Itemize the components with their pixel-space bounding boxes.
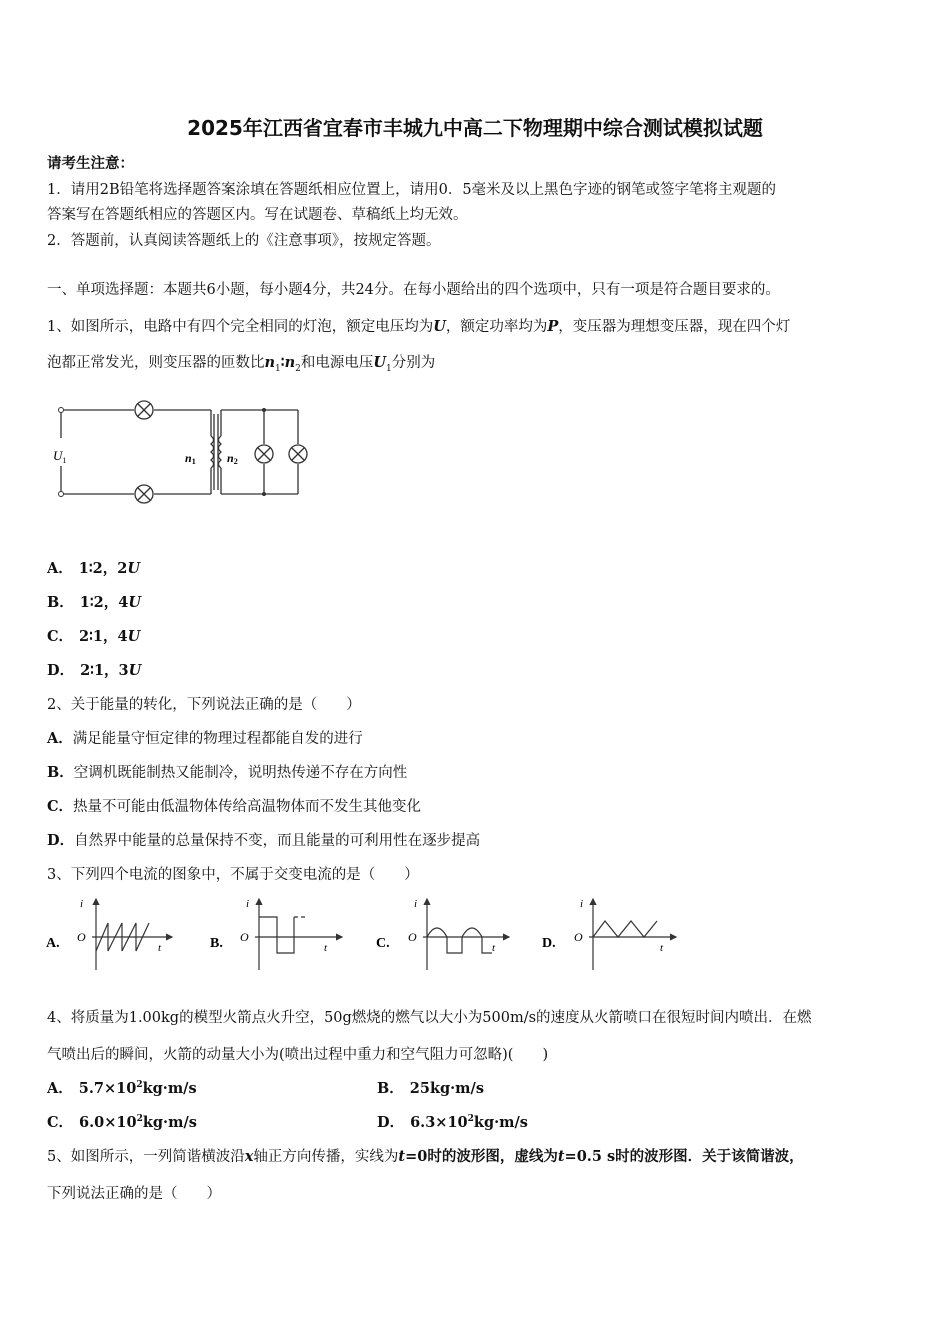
lamp-icon [255, 445, 273, 463]
svg-text:O: O [240, 930, 249, 944]
lamp-icon [135, 485, 153, 503]
q1-option-b: B． 1∶2，4U [47, 594, 141, 611]
q2-option-b: B．空调机既能制热又能制冷，说明热传递不存在方向性 [47, 764, 408, 781]
notice-line-1: 1．请用2B铅笔将选择题答案涂填在答题纸相应位置上，请用0．5毫米及以上黑色字迹的钢笔或签字笔将主观题的 [47, 182, 777, 198]
q1-option-c: C． 2∶1，4U [47, 628, 141, 645]
svg-text:i: i [80, 898, 84, 910]
notice-line-3: 2．答题前，认真阅读答题纸上的《注意事项》，按规定答题。 [47, 233, 441, 249]
svg-text:t: t [492, 942, 496, 954]
graph-d [542, 898, 676, 970]
transformer-circuit-diagram [50, 398, 320, 510]
svg-text:t: t [158, 942, 162, 954]
page-title: 2025年江西省宜春市丰城九中高二下物理期中综合测试模拟试题 [187, 116, 763, 140]
q2-option-c: C．热量不可能由低温物体传给高温物体而不发生其他变化 [47, 798, 422, 815]
q2-option-a: A．满足能量守恒定律的物理过程都能自发的进行 [47, 730, 363, 747]
svg-text:C.: C. [376, 936, 390, 951]
svg-text:i: i [246, 898, 250, 910]
q1-option-d: D． 2∶1，3U [47, 662, 142, 679]
section-heading: 一、单项选择题：本题共6小题，每小题4分，共24分。在每小题给出的四个选项中，只有一项是符合题目要求的。 [47, 282, 780, 298]
svg-text:A.: A. [46, 936, 60, 951]
q5-stem-line-1: 5、如图所示，一列简谐横波沿x轴正方向传播，实线为t=0时的波形图，虚线为t=0.5 s时的波形图．关于该简谐波， [47, 1148, 804, 1165]
lamp-icon [289, 445, 307, 463]
svg-text:i: i [580, 898, 584, 910]
notice-heading: 请考生注意： [47, 155, 134, 172]
q4-option-c: C． $6.0\times 10^2kg\cdot m/s$ [47, 1114, 197, 1131]
q4-stem-line-1: 4、将质量为1.00kg的模型火箭点火升空，50g燃烧的燃气以大小为500m/s的速度从火箭喷口在很短时间内喷出．在燃 [47, 1010, 812, 1026]
q1-option-a: A． 1∶2，2U [47, 560, 140, 577]
svg-text:B.: B. [210, 936, 223, 951]
q1-stem-line-1: 1、如图所示，电路中有四个完全相同的灯泡，额定电压均为U，额定功率均为P，变压器为理想变压器，现在四个灯 [47, 318, 791, 335]
svg-text:O: O [574, 930, 583, 944]
svg-text:i: i [414, 898, 418, 910]
notice-line-2: 答案写在答题纸相应的答题区内。写在试题卷、草稿纸上均无效。 [47, 207, 468, 223]
svg-text:n2: n2 [227, 451, 238, 466]
svg-text:O: O [77, 930, 86, 944]
q1-stem-line-2: 泡都正常发光，则变压器的匝数比$n_1∶n_2$和电源电压$U_1$分别为 [47, 354, 436, 374]
lamp-icon [135, 401, 153, 419]
svg-text:t: t [324, 942, 328, 954]
svg-text:O: O [408, 930, 417, 944]
q2-option-d: D．自然界中能量的总量保持不变，而且能量的可利用性在逐步提高 [47, 832, 481, 849]
svg-text:n1: n1 [185, 451, 196, 466]
graph-a [46, 898, 172, 970]
graph-b [210, 898, 342, 970]
svg-text:D.: D. [542, 936, 556, 951]
q5-stem-line-2: 下列说法正确的是（ ） [47, 1186, 221, 1202]
q3-stem: 3、下列四个电流的图象中，不属于交变电流的是（ ） [47, 867, 419, 883]
q4-option-a: A． $5.7\times 10^2kg\cdot m/s$ [47, 1080, 197, 1097]
q4-option-b: B． 25kg·m/s [377, 1080, 484, 1097]
current-graphs [44, 895, 684, 975]
svg-text:t: t [660, 942, 664, 954]
q4-option-d: D． $6.3\times 10^2kg\cdot m/s$ [377, 1114, 528, 1131]
q2-stem: 2、关于能量的转化，下列说法正确的是（ ） [47, 697, 361, 713]
q4-stem-line-2: 气喷出后的瞬间，火箭的动量大小为(喷出过程中重力和空气阻力可忽略)( ) [47, 1047, 549, 1063]
svg-text:U1: $U_1$ [53, 448, 67, 465]
graph-c [376, 898, 509, 970]
